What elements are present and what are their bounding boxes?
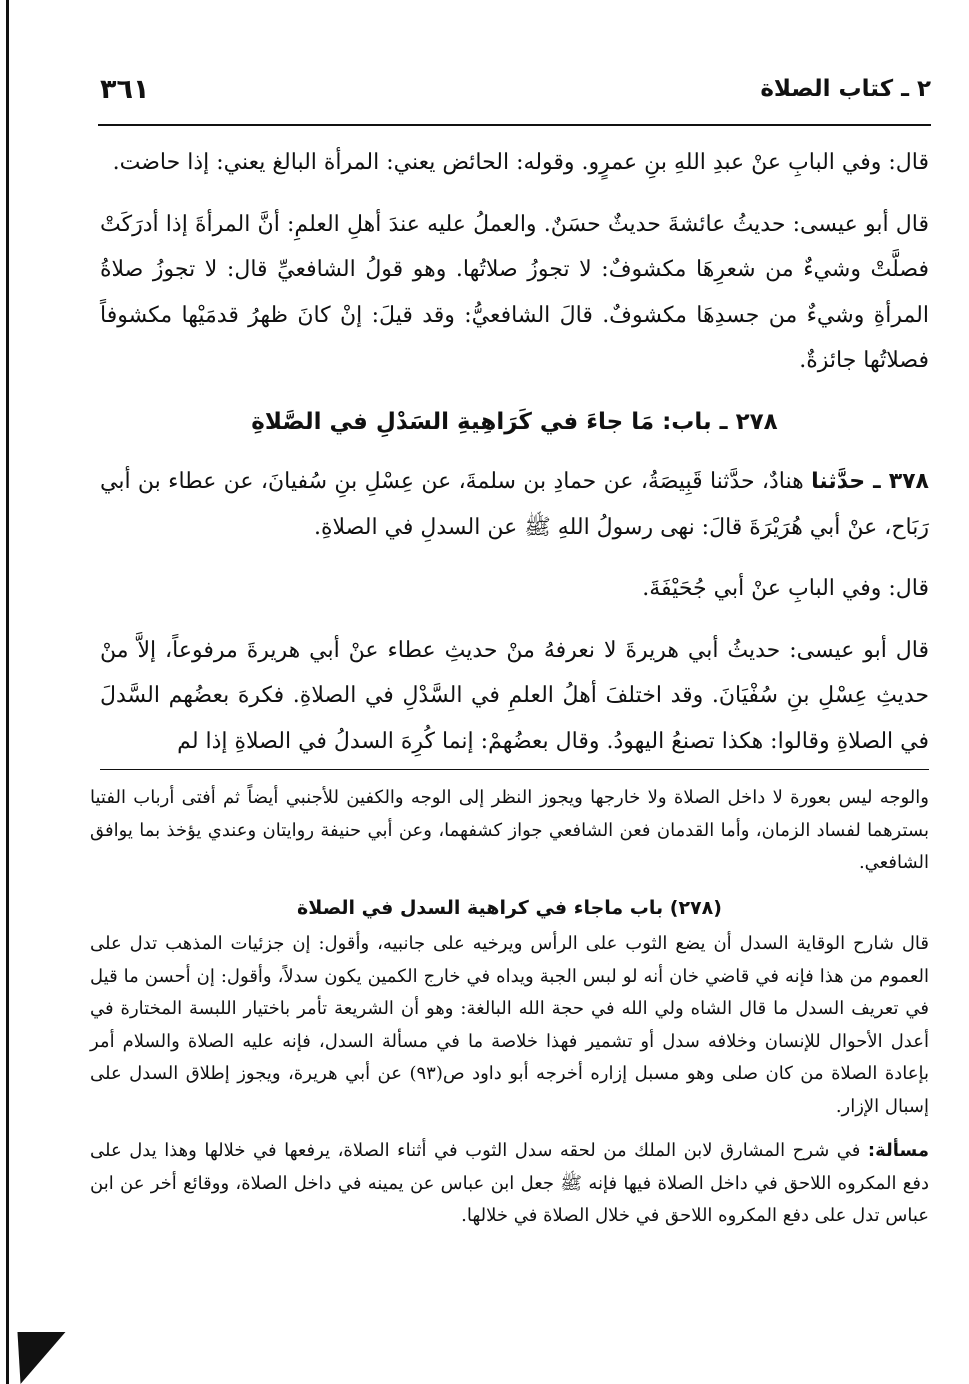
main-text: [100, 140, 929, 780]
masala-label: مسألة:: [867, 1140, 929, 1161]
hadith-number: ٣٧٨ ـ حدَّثنا: [811, 469, 929, 494]
section-title: ٢٧٨ ـ باب: مَا جاءَ في كَرَاهِيةِ السَدْلِ في الصَّلاةِ: [251, 408, 778, 435]
note-paragraph-3-text: في شرح المشارق لابن الملك من لحقه سدل الثوب في أثناء الصلاة، يرفعها في خلالها وهذا يدل على دفع المكروه اللاحق في داخل الصلاة فيها فإنه ﷺ جعل ابن عباس عن يمينه في داخل الصلاة، ووقائع أخر عن ابن عباس تدل على دفع المكروه اللاحق في خلال الصلاة في خلالها.: [90, 1140, 929, 1226]
header-divider: [98, 124, 931, 126]
page-header: [100, 70, 931, 118]
note-paragraph-3: [90, 1135, 929, 1233]
chapter-title: ٢ ـ كتاب الصلاة: [760, 76, 931, 102]
note-paragraph-1: والوجه ليس بعورة لا داخل الصلاة ولا خارجها ويجوز النظر إلى الوجه والكفين للأجنبي أيضاً ثم أفتى أرباب الفتيا بسترهما لفساد الزمان، وأما القدمان فعن الشافعي جواز كشفهما، وعن أبي حنيفة روايتان وعندي يؤخذ بما يوافق الشافعي.: [90, 787, 929, 873]
paragraph-4: قال: وفي البابِ عنْ أبي جُحَيْفَةَ.: [642, 576, 929, 601]
page-number: ٣٦١: [100, 74, 150, 105]
note-title: (٢٧٨) باب ماجاء في كراهية السدل في الصلاة: [297, 896, 722, 919]
hadith-text: هنادٌ، حدَّثنا قَبِيصَةُ، عن حمادِ بن سلمةَ، عن عِسْلِ بنِ سُفيانَ، عن عطاء بن أبي رَبَاح، عنْ أبي هُرَيْرَةَ قالَ: نهى رسولُ اللهِ ﷺ عن السدلِ في الصلاةِ.: [100, 469, 929, 540]
page-edge-line: [6, 0, 9, 1384]
scan-corner-mark: [0, 1332, 65, 1384]
note-paragraph-2: قال شارح الوقاية السدل أن يضع الثوب على الرأس ويرخيه على جانبيه، وأقول: إن جزئيات المذهب تدل على العموم من هذا فإنه في قاضي خان أنه لو لبس الجبة ويداه في خارج الكمين يكون سدلاً، وأقول: إن أحسن ما قيل في تعريف السدل ما قال الشاه ولي الله في حجة الله البالغة: وهو أن الشريعة تأمر باختيار اللبسة المختارة في أعدل الأحوال للإنسان وخلافه سدل أو تشمير فهذا خلاصة ما في مسألة السدل، فإنه عليه الصلاة والسلام أمر بإعادة الصلاة من كان صلى وهو مسبل إزاره أخرجه أبو داود ص(٩٣) عن أبي هريرة، ويجوز إطلاق السدل على إسبال الإزار.: [90, 933, 929, 1117]
paragraph-3: [100, 459, 929, 550]
paragraph-5: قال أبو عيسى: حديثُ أبي هريرةَ لا نعرفهُ منْ حديثِ عطاء عنْ أبي هريرةَ مرفوعاً، إلاَّ منْ حديثِ عِسْلِ بنِ سُفْيَانَ. وقد اختلفَ أهلُ العلمِ في السَّدْلِ في الصلاةِ. فكرهَ بعضُهم السَّدلَ في الصلاةِ وقالوا: هكذا تصنعُ اليهودُ. وقال بعضُهمْ: إنما كُرِهَ السدلُ في الصلاةِ إذا لم: [100, 637, 929, 754]
footnote-divider: [100, 769, 929, 770]
commentary-section: [90, 782, 929, 1245]
paragraph-1: قال: وفي البابِ عنْ عبدِ اللهِ بنِ عمرٍو. وقوله: الحائض يعني: المرأة البالغ يعني: إذا حاضت.: [112, 150, 929, 175]
paragraph-2: قال أبو عيسى: حديثُ عائشةَ حديثٌ حسَنٌ. والعملُ عليه عندَ أهلِ العلمِ: أنَّ المرأةَ إذا أدرَكَتْ فصلَّتْ وشيءٌ من شعرِهَا مكشوفٌ: لا تجوزُ صلاتُها. وهو قولُ الشافعيِّ قال: لا تجوزُ صلاةُ المرأةِ وشيءٌ من جسدِهَا مكشوفٌ. قالَ الشافعيُّ: وقد قيلَ: إنْ كانَ ظهرُ قدمَيْها مكشوفاً فصلاتُها جائزةٌ.: [100, 211, 929, 373]
